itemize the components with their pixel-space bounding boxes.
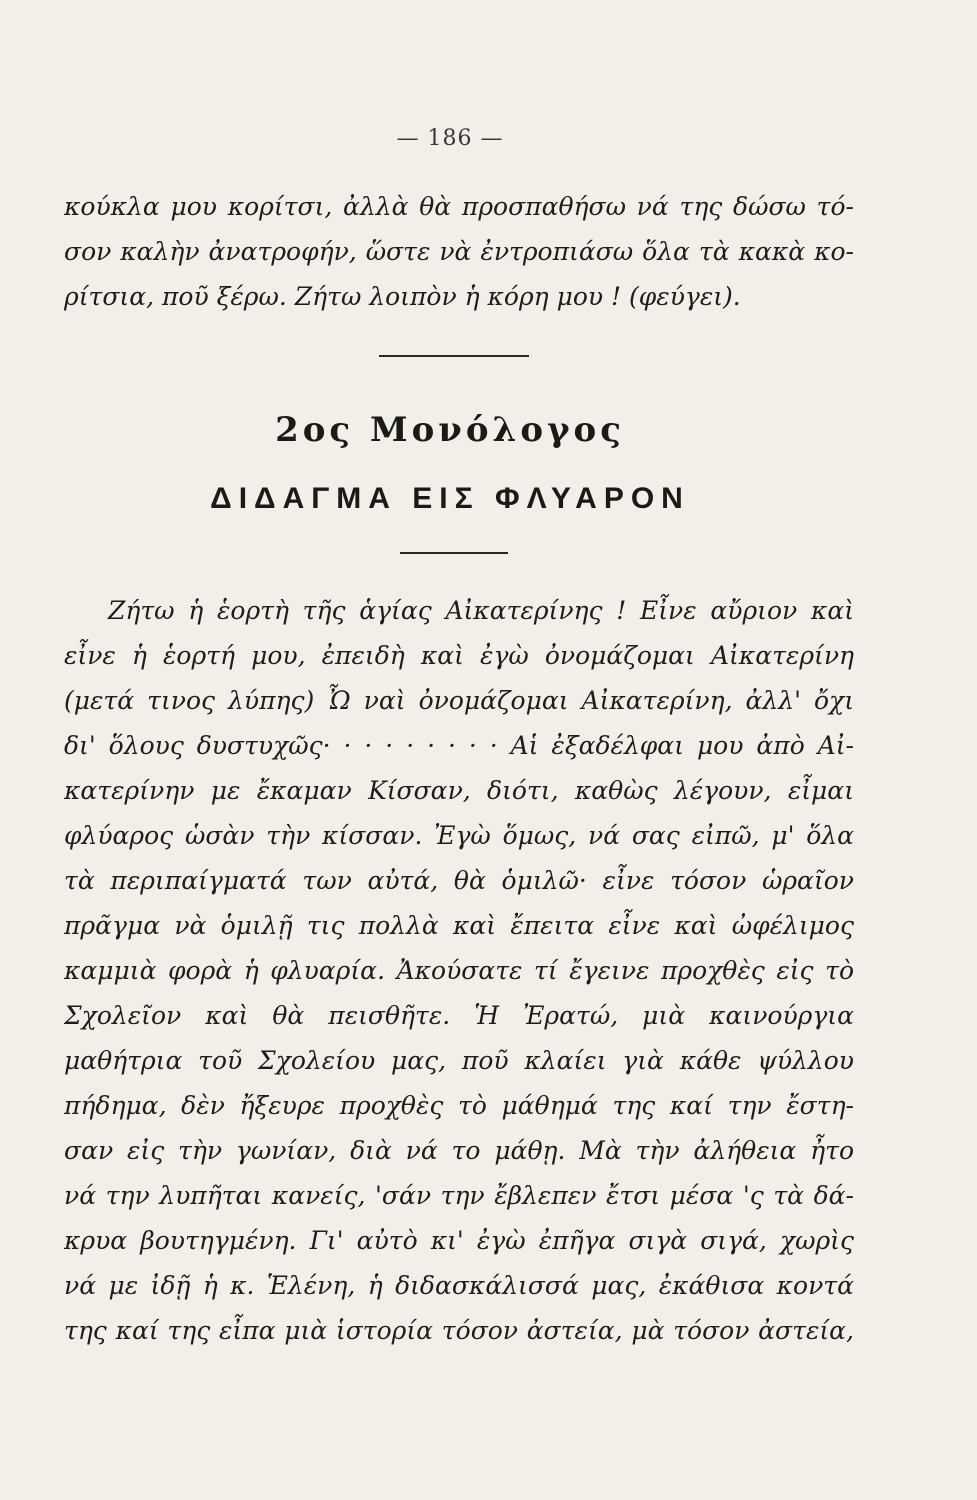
section-subtitle: ΔΙΔΑΓΜΑ ΕΙΣ ΦΛΥΑΡΟΝ [210,482,690,515]
section-divider [379,355,529,357]
text-line: σον καλὴν ἀνατροφήν, ὥστε νὰ ἐντροπιάσω ὅλα τὰ κακὰ κο- [64,237,854,266]
text-line: Ζήτω ἡ ἑορτὴ τῆς ἁγίας Αἰκατερίνης ! Εἶνε αὔριον καὶ [108,596,854,625]
text-line: νά την λυπῆται κανείς, 'σάν την ἔβλεπεν ἔτσι μέσα 'ς τὰ δά- [64,1181,854,1210]
text-line: εἶνε ἡ ἑορτή μου, ἐπειδὴ καὶ ἐγὼ ὀνομάζομαι Αἰκατερίνη [64,641,854,670]
intro-paragraph [64,184,854,319]
text-line: πήδημα, δὲν ἤξευρε προχθὲς τὸ μάθημά της καί την ἔστη- [64,1091,854,1120]
text-line: καμμιὰ φορὰ ἡ φλυαρία. Ἀκούσατε τί ἔγεινε προχθὲς εἰς τὸ [64,956,854,985]
text-line: (μετά τινος λύπης) Ὦ ναὶ ὀνομάζομαι Αἰκατερίνη, ἀλλ' ὄχι [64,686,854,715]
body-paragraph [64,588,854,1353]
text-line: κατερίνην με ἔκαμαν Κίσσαν, διότι, καθὼς λέγουν, εἶμαι [64,776,854,805]
text-line: νά με ἰδῇ ἡ κ. Ἑλένη, ἡ διδασκάλισσά μας, ἐκάθισα κοντά [64,1271,854,1300]
text-line: κούκλα μου κορίτσι, ἀλλὰ θὰ προσπαθήσω νά της δώσω τό- [64,192,854,221]
text-line: ρίτσια, ποῦ ξέρω. Ζήτω λοιπὸν ἡ κόρη μου ! (φεύγει). [64,282,741,311]
text-line: τὰ περιπαίγματά των αὐτά, θὰ ὁμιλῶ· εἶνε τόσον ὡραῖον [64,866,854,895]
section-title: 2ος Μονόλογος [275,410,625,450]
text-line: Σχολεῖον καὶ θὰ πεισθῆτε. Ἡ Ἐρατώ, μιὰ καινούργια [64,1001,854,1030]
text-line: της καί της εἶπα μιὰ ἱστορία τόσον ἀστεία, μὰ τόσον ἀστεία, [64,1316,854,1345]
text-line: πρᾶγμα νὰ ὁμιλῇ τις πολλὰ καὶ ἔπειτα εἶνε καὶ ὠφέλιμος [64,911,854,940]
text-line: σαν εἰς τὴν γωνίαν, διὰ νά το μάθῃ. Μὰ τὴν ἀλήθεια ἦτο [64,1136,854,1165]
subtitle-divider [400,552,508,554]
page-number: — 186 — [396,126,504,151]
text-line: φλύαρος ὡσὰν τὴν κίσσαν. Ἐγὼ ὅμως, νά σας εἰπῶ, μ' ὅλα [64,821,854,850]
text-line: δι' ὅλους δυστυχῶς· · · · · · · · · Αἱ ἐξαδέλφαι μου ἀπὸ Αἰ- [64,731,854,760]
text-line: κρυα βουτηγμένη. Γι' αὐτὸ κι' ἐγὼ ἐπῆγα σιγὰ σιγά, χωρὶς [64,1226,854,1255]
text-line: μαθήτρια τοῦ Σχολείου μας, ποῦ κλαίει γιὰ κάθε ψύλλου [64,1046,854,1075]
